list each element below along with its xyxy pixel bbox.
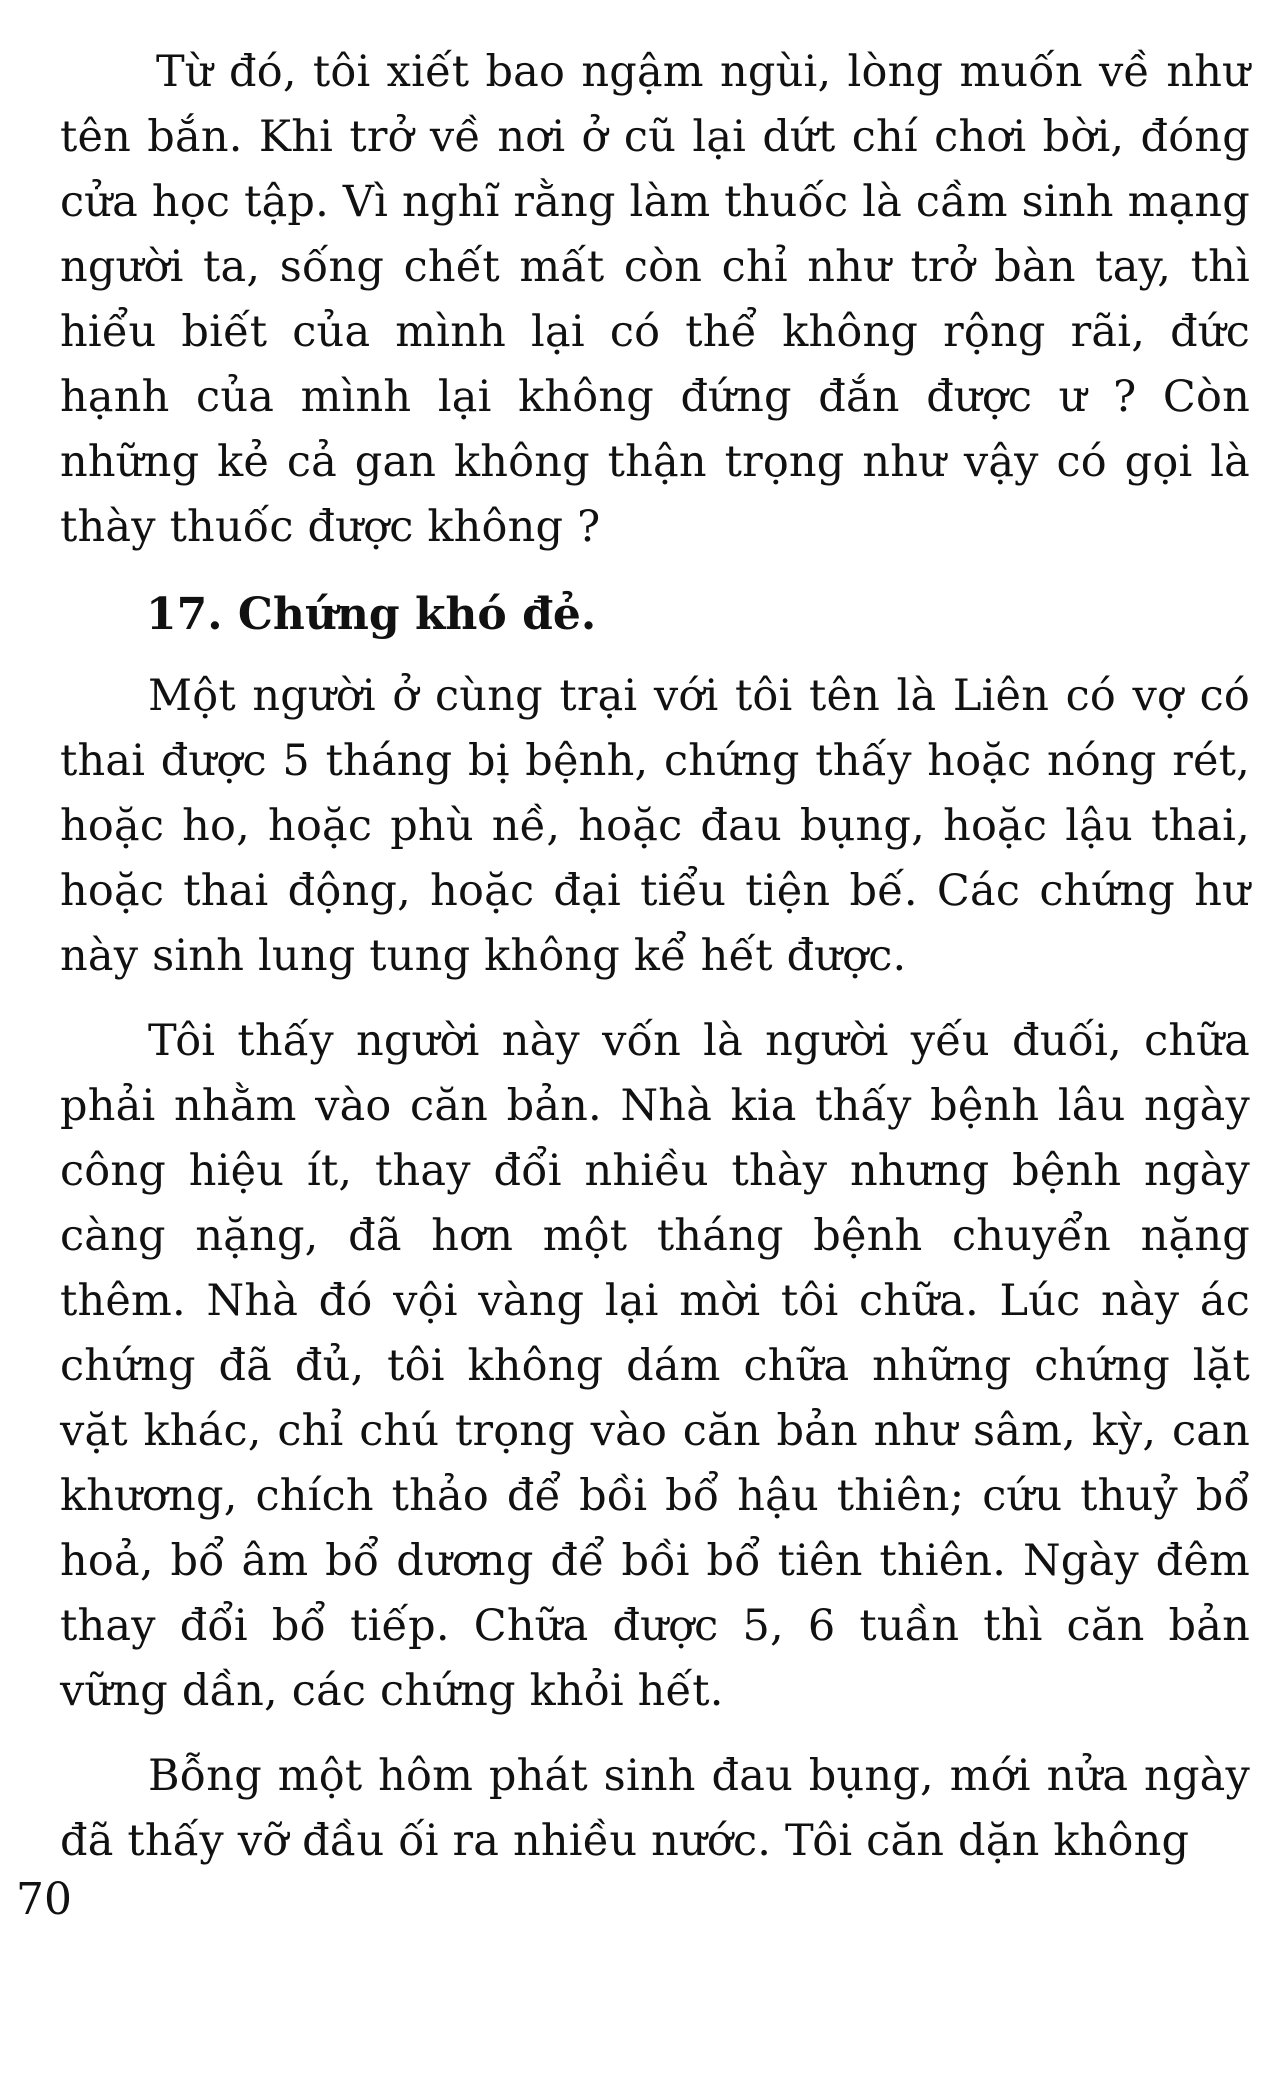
- section-heading: 17. Chứng khó đẻ.: [146, 589, 597, 640]
- document-page: [60, 40, 1250, 2040]
- paragraph-case-description: Một người ở cùng trại với tôi tên là Liên có vợ có thai được 5 tháng bị bệnh, chứng thấy hoặc nóng rét, hoặc ho, hoặc phù nề, hoặc đau bụng, hoặc lậu thai, hoặc thai động, hoặc đại tiểu tiện bế. Các chứng hư này sinh lung tung không kể hết được.: [60, 671, 1250, 981]
- paragraph-treatment: Tôi thấy người này vốn là người yếu đuối, chữa phải nhằm vào căn bản. Nhà kia thấy bệnh lâu ngày công hiệu ít, thay đổi nhiều thày nhưng bệnh ngày càng nặng, đã hơn một tháng bệnh chuyển nặng thêm. Nhà đó vội vàng lại mời tôi chữa. Lúc này ác chứng đã đủ, tôi không dám chữa những chứng lặt vặt khác, chỉ chú trọng vào căn bản như sâm, kỳ, can khương, chích thảo để bồi bổ hậu thiên; cứu thuỷ bổ hoả, bổ âm bổ dương để bồi bổ tiên thiên. Ngày đêm thay đổi bổ tiếp. Chữa được 5, 6 tuần thì căn bản vững dần, các chứng khỏi hết.: [60, 1016, 1250, 1716]
- paragraph-intro: Từ đó, tôi xiết bao ngậm ngùi, lòng muốn về như tên bắn. Khi trở về nơi ở cũ lại dứt chí chơi bời, đóng cửa học tập. Vì nghĩ rằng làm thuốc là cầm sinh mạng người ta, sống chết mất còn chỉ như trở bàn tay, thì hiểu biết của mình lại có thể không rộng rãi, đức hạnh của mình lại không đứng đắn được ư ? Còn những kẻ cả gan không thận trọng như vậy có gọi là thày thuốc được không ?: [60, 47, 1250, 552]
- paragraph-continuation: Bỗng một hôm phát sinh đau bụng, mới nửa ngày đã thấy vỡ đầu ối ra nhiều nước. Tôi căn dặn không: [60, 1751, 1250, 1866]
- page-number: 70: [16, 1874, 72, 1925]
